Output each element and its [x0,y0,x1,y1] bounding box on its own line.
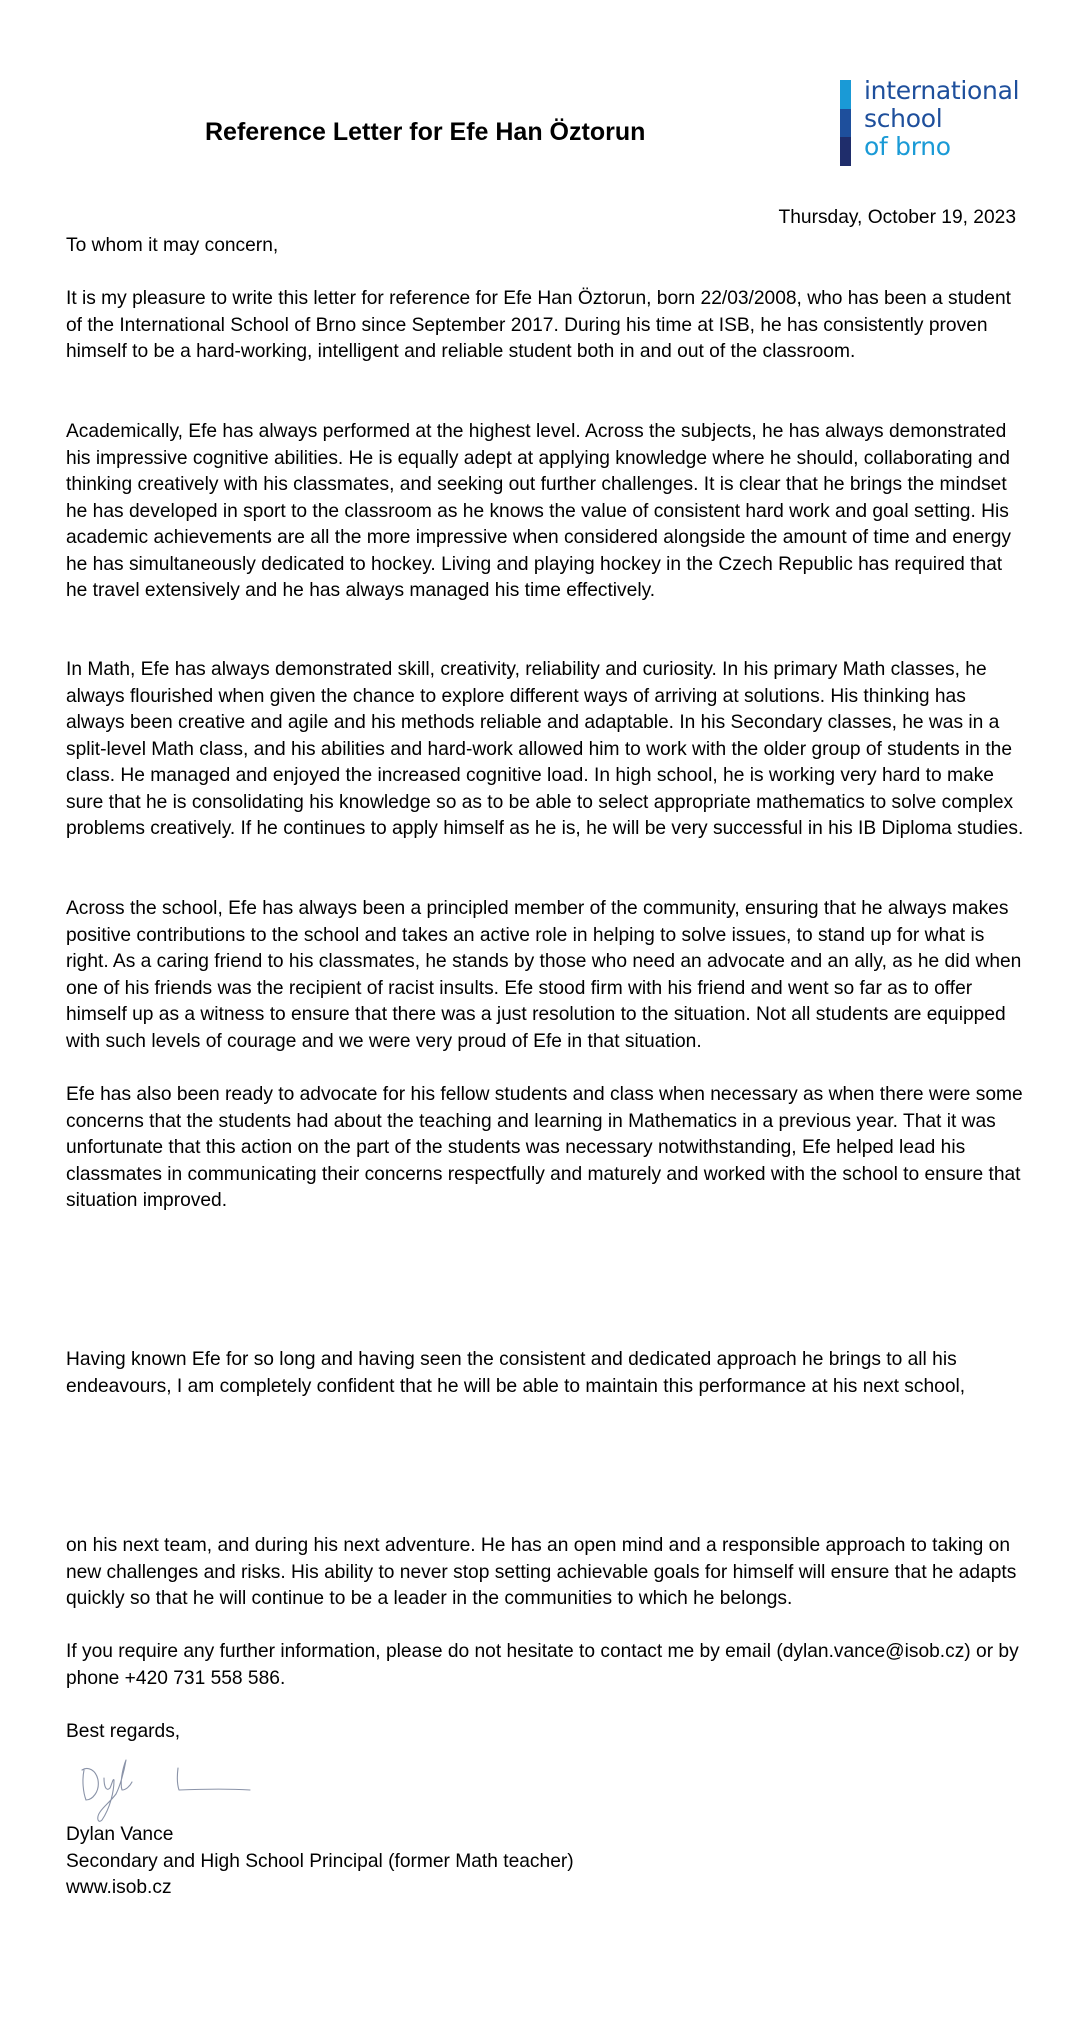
paragraph-intro: It is my pleasure to write this letter for reference for Efe Han Öztorun, born 22/03/2008, who has been a student of the International School of Brno since September 2017. During his time at ISB, he has consistently proven himself to be a hard-working, intelligent and reliable student both in and out of the classroom. [66,288,1011,362]
logo-bar-middle [840,109,851,138]
paragraph-advocacy: Efe has also been ready to advocate for his fellow students and class when necessary as when there were some concerns that the students had about the teaching and learning in Mathematics in a previous year. That it was unfortunate that this action on the part of the students was necessary notwithstanding, Efe helped lead his classmates in communicating their concerns respectfully and maturely and worked with the school to ensure that situation improved. [66,1084,1023,1211]
school-website: www.isob.cz [66,1877,172,1898]
paragraph-academics: Academically, Efe has always performed at the highest level. Across the subjects, he has always demonstrated his impressive cognitive abilities. He is equally adept at applying knowledge where he should, collaborating and thinking creatively with his classmates, and seeking out further challenges. It is clear that he brings the mindset he has developed in sport to the classroom as he knows the value of consistent hard work and goal setting. His academic achievements are all the more impressive when considered alongside the amount of time and energy he has simultaneously dedicated to hockey. Living and playing hockey in the Czech Republic has required that he travel extensively and he has always managed his time effectively. [66,421,1011,601]
handwritten-signature [74,1756,254,1822]
salutation: To whom it may concern, [66,235,279,256]
signature-block [66,1822,574,1902]
logo-line-1: international [864,76,1020,105]
paragraph-adventure: on his next team, and during his next adventure. He has an open mind and a responsible approach to taking on new challenges and risks. His ability to never stop setting achievable goals for himself will ensure that he adapts quickly so that he will continue to be a leader in the communities to which he belongs. [66,1535,1017,1609]
paragraph-contact: If you require any further information, please do not hesitate to contact me by email (dylan.vance@isob.cz) or by phone +420 731 558 586. [66,1641,1019,1689]
logo-wordmark [864,77,1019,161]
logo-line-3: of brno [864,132,951,161]
closing: Best regards, [66,1721,181,1742]
logo-bar-top [840,80,851,109]
paragraph-confidence: Having known Efe for so long and having seen the consistent and dedicated approach he brings to all his endeavours, I am completely confident that he will be able to maintain this performance at his next school, [66,1349,966,1397]
paragraph-community: Across the school, Efe has always been a principled member of the community, ensuring that he always makes positive contributions to the school and takes an active role in helping to solve issues, to stand up for what is right. As a caring friend to his classmates, he stands by those who need an advocate and an ally, as he did when one of his friends was the recipient of racist insults. Efe stood firm with his friend and went so far as to offer himself up as a witness to ensure that there was a just resolution to the situation. Not all students are equipped with such levels of courage and we were very proud of Efe in that situation. [66,898,1022,1052]
letter-date: Thursday, October 19, 2023 [778,207,1016,228]
signatory-role: Secondary and High School Principal (former Math teacher) [66,1850,574,1872]
logo-line-2: school [864,104,943,133]
signatory-name: Dylan Vance [66,1824,174,1845]
logo-bars [840,80,851,166]
school-logo [840,76,1040,166]
logo-bar-bottom [840,137,851,166]
letter-title: Reference Letter for Efe Han Öztorun [205,118,646,146]
paragraph-math: In Math, Efe has always demonstrated skill, creativity, reliability and curiosity. In his primary Math classes, he always flourished when given the chance to explore different ways of arriving at solutions. His thinking has always been creative and agile and his methods reliable and adaptable. In his Secondary classes, he was in a split-level Math class, and his abilities and hard-work allowed him to work with the older group of students in the class. He managed and enjoyed the increased cognitive load. In high school, he is working very hard to make sure that he is consolidating his knowledge so as to be able to select appropriate mathematics to solve complex problems creatively. If he continues to apply himself as he is, he will be very successful in his IB Diploma studies. [66,659,1024,839]
